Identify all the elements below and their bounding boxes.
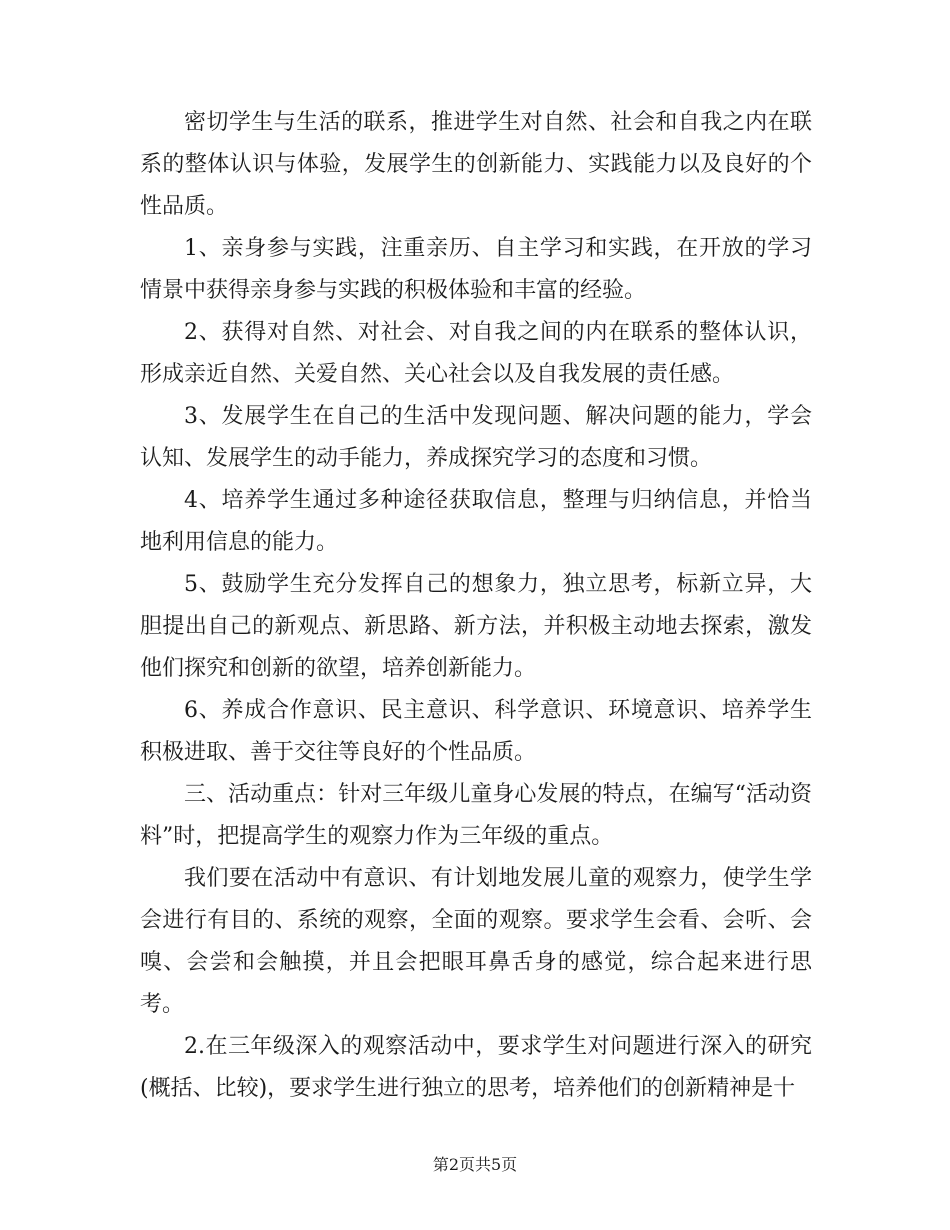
paragraph-4: 3、发展学生在自己的生活中发现问题、解决问题的能力，学会认知、发展学生的动手能力，养成探究学习的态度和习惯。 [140,404,812,471]
paragraph-2: 1、亲身参与实践，注重亲历、自主学习和实践，在开放的学习情景中获得亲身参与实践的积极体验和丰富的经验。 [140,236,812,303]
paragraph-6: 5、鼓励学生充分发挥自己的想象力，独立思考，标新立异，大胆提出自己的新观点、新思路、新方法，并积极主动地去探索，激发他们探究和创新的欲望，培养创新能力。 [140,572,812,681]
page-number-footer: 第2页共5页 [432,1155,518,1174]
paragraph-9: 我们要在活动中有意识、有计划地发展儿童的观察力，使学生学会进行有目的、系统的观察，全面的观察。要求学生会看、会听、会嗅、会尝和会触摸，并且会把眼耳鼻舌身的感觉，综合起来进行思考。 [140,866,812,1017]
document-body [140,102,812,1110]
paragraph-8: 三、活动重点：针对三年级儿童身心发展的特点，在编写“活动资料”时，把提高学生的观察力作为三年级的重点。 [140,782,812,849]
paragraph-7: 6、养成合作意识、民主意识、科学意识、环境意识、培养学生积极进取、善于交往等良好的个性品质。 [140,698,812,765]
paragraph-10: 2.在三年级深入的观察活动中，要求学生对问题进行深入的研究(概括、比较)，要求学生进行独立的思考，培养他们的创新精神是十 [140,1034,812,1101]
paragraph-1: 密切学生与生活的联系，推进学生对自然、社会和自我之内在联系的整体认识与体验，发展学生的创新能力、实践能力以及良好的个性品质。 [140,110,812,219]
paragraph-3: 2、获得对自然、对社会、对自我之间的内在联系的整体认识，形成亲近自然、关爱自然、关心社会以及自我发展的责任感。 [140,320,812,387]
paragraph-5: 4、培养学生通过多种途径获取信息，整理与归纳信息，并恰当地利用信息的能力。 [140,488,812,555]
